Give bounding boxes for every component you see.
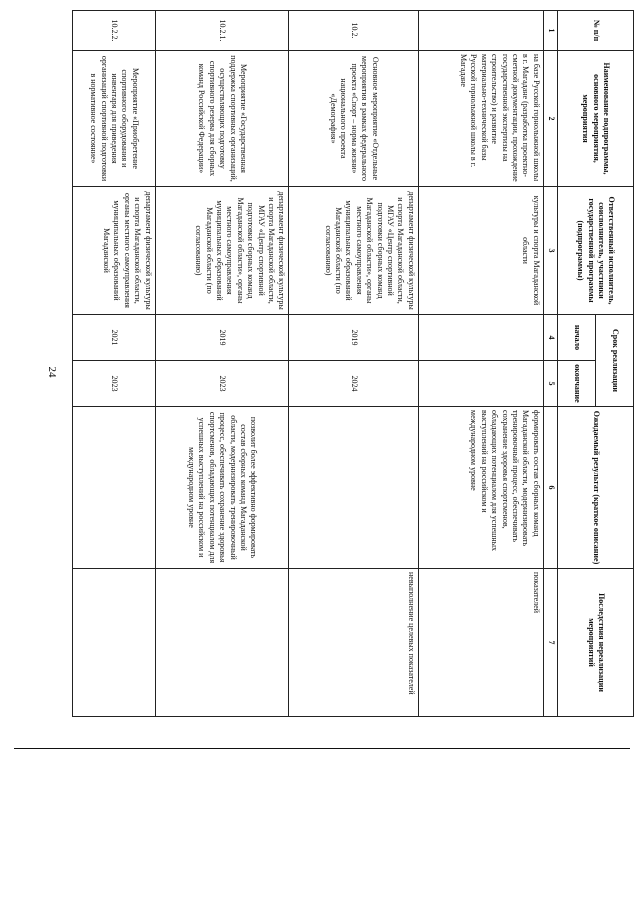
- table-row: [418, 11, 543, 717]
- row-number: [418, 11, 543, 51]
- column-number: 6: [543, 407, 557, 569]
- measure-name: Мероприятие «Приобретение спортивного оборудования и инвентаря для приведения организаций спортивной подготовки в нормативное состояние»: [73, 51, 156, 187]
- table-row: [155, 11, 289, 717]
- column-number: 1: [543, 11, 557, 51]
- row-number: 10.2.1.: [155, 11, 289, 51]
- column-number-row: [543, 11, 557, 717]
- header-period: Срок реализации: [596, 315, 634, 407]
- end-year: 2024: [289, 361, 418, 407]
- header-row-1: [596, 11, 634, 717]
- consequences: невыполнение целевых показателей: [289, 569, 418, 717]
- header-end: окончание: [558, 361, 596, 407]
- measure-name: на базе Русской горнолыжной школы в г. Магадане (разработка проектно-сметной документации, прохождение государственной экспертизы на строительство) и развитие материально-технической базы Русской горнолыжной школы в г. Магадане: [418, 51, 543, 187]
- column-number: 4: [543, 315, 557, 361]
- executor: департамент физической культуры и спорта Магаданской области, МГАУ «Центр спортивной подготовки сборных команд Магаданской области», органы местного самоуправления муниципальных образований Магаданской области (по согласованию): [155, 187, 289, 315]
- header-consequences: Последствия нереализации мероприятий: [558, 569, 634, 717]
- column-number: 7: [543, 569, 557, 717]
- program-table-rotated: [72, 10, 634, 716]
- executor: департамент физической культуры и спорта Магаданской области, органы местного самоуправления муниципальных образований Магаданской: [73, 187, 156, 315]
- consequences: показателей: [418, 569, 543, 717]
- expected-result: [289, 407, 418, 569]
- expected-result: позволит более эффективно формировать состав сборных команд Магаданской области, модернизировать тренировочный процесс, обеспечивать сохранение здоровья спортсменов, обладающих потенциалом для успешных выступлений на российском и международном уровне: [155, 407, 289, 569]
- end-year: 2023: [73, 361, 156, 407]
- measure-name: Мероприятие «Государственная поддержка спортивных организаций, осуществляющих подготовку спортивного резерва для сборных команд Российской Федерации»: [155, 51, 289, 187]
- end-year: 2023: [155, 361, 289, 407]
- column-number: 2: [543, 51, 557, 187]
- expected-result: формировать состав сборных команд Магаданской области, модернизировать тренировочный процесс, обеспечивать сохранение здоровья спортсменов, обладающих потенциалом для успешных выступлений на российском и международном уровне: [418, 407, 543, 569]
- start-year: 2019: [155, 315, 289, 361]
- executor: департамент физической культуры и спорта Магаданской области, МГАУ «Центр спортивной подготовки сборных команд Магаданской области», органы местного самоуправления муниципальных образований Магаданской области (по согласованию): [289, 187, 418, 315]
- header-no: № п/п: [558, 11, 634, 51]
- consequences: [73, 569, 156, 717]
- start-year: 2021: [73, 315, 156, 361]
- consequences: [155, 569, 289, 717]
- start-year: 2019: [289, 315, 418, 361]
- program-table: [72, 10, 634, 717]
- row-number: 10.2.2.: [73, 11, 156, 51]
- measure-name: Основное мероприятие «Отдельные мероприятия в рамках федерального проекта «Спорт – норма жизни» национального проекта «Демография»: [289, 51, 418, 187]
- header-start: начало: [558, 315, 596, 361]
- start-year: [418, 315, 543, 361]
- page-number: 24: [46, 366, 58, 378]
- table-row: [289, 11, 418, 717]
- column-number: 5: [543, 361, 557, 407]
- executor: культуры и спорта Магаданской области: [418, 187, 543, 315]
- row-number: 10.2.: [289, 11, 418, 51]
- header-executor: Ответственный исполнитель, соисполнитель, участники государственной программы (подпрограммы): [558, 187, 634, 315]
- table-row: [73, 11, 156, 717]
- header-result: Ожидаемый результат (краткое описание): [558, 407, 634, 569]
- bottom-divider: [14, 748, 630, 749]
- header-name: Наименование подпрограммы, основного мероприятия, мероприятия: [558, 51, 634, 187]
- column-number: 3: [543, 187, 557, 315]
- end-year: [418, 361, 543, 407]
- expected-result: [73, 407, 156, 569]
